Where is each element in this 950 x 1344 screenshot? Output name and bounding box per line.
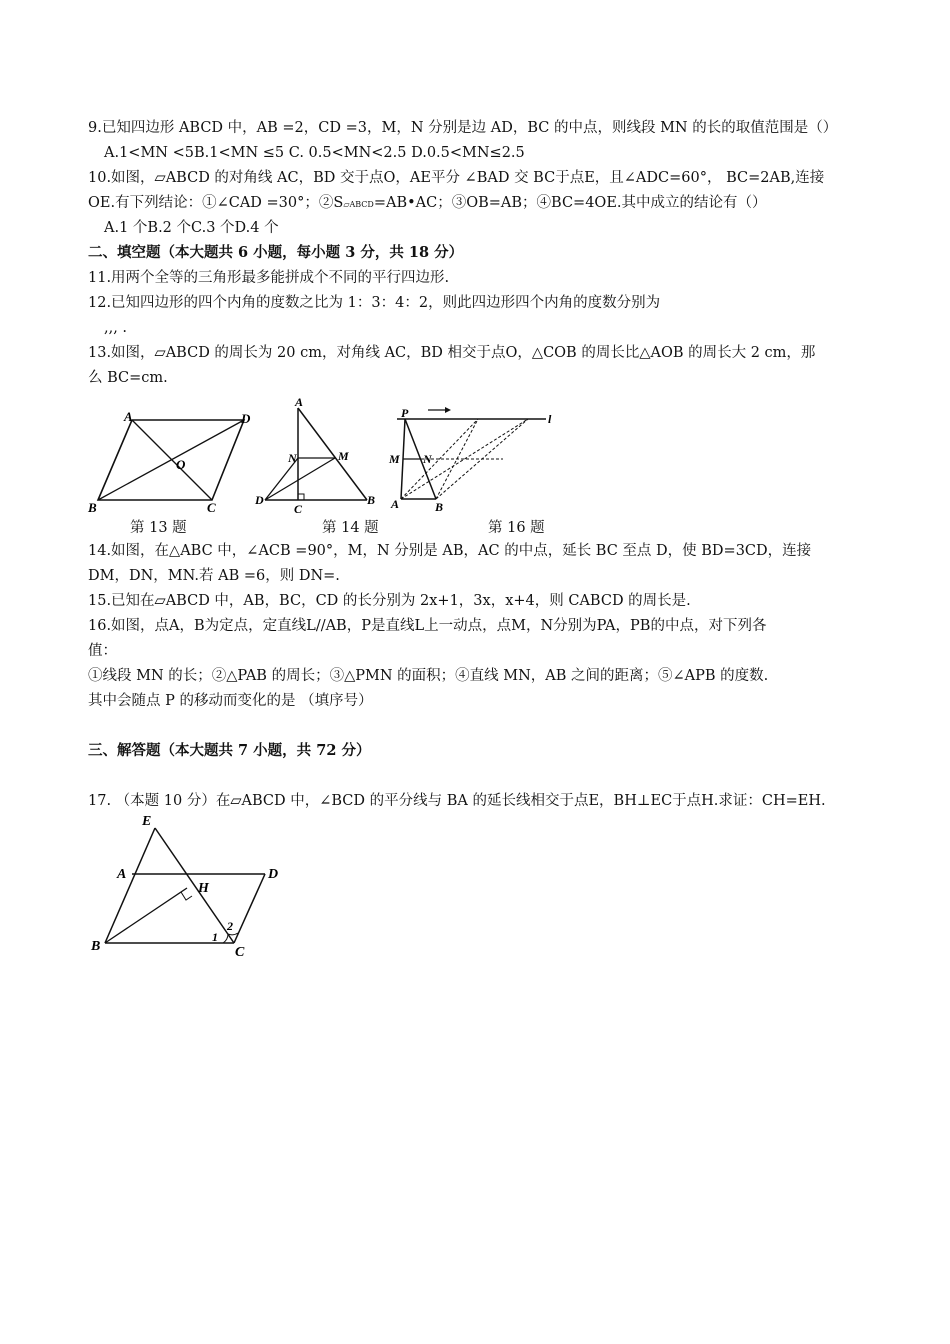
q14-line1: 14.如图，在△ABC 中，∠ACB =90°，M，N 分别是 AB，AC 的中点，延长 BC 至点 D，使 BD=3CD，连接 — [88, 543, 812, 559]
fig13-label-o: O — [176, 457, 186, 472]
fig13-diagonal-bd — [98, 420, 244, 500]
fig17-label-a: A — [117, 867, 127, 882]
fig17-label-c: C — [235, 945, 245, 960]
fig17-label-angle1: 1 — [212, 930, 218, 944]
q13-line2: 么 BC=cm. — [88, 370, 168, 386]
fig17-line-ec — [155, 828, 234, 943]
q16-line4: 其中会随点 P 的移动而变化的是 （填序号） — [88, 693, 373, 709]
q10-stem: 10.如图，▱ABCD 的对角线 AC，BD 交于点O，AE平分 ∠BAD 交 BC于点E，且∠ADC=60°， BC=2AB,连接 — [88, 170, 825, 186]
q10-line2 — [88, 193, 767, 215]
q9-stem: 9.已知四边形 ABCD 中，AB =2，CD =3，M，N 分别是边 AD，BC 的中点，则线段 MN 的长的取值范围是（） — [88, 120, 838, 136]
fig17-angle2-arc — [228, 933, 238, 935]
fig17-label-d: D — [268, 867, 279, 882]
fig16-label-p: P — [401, 406, 409, 420]
q10-line2-subscript: ▱ABCD — [343, 200, 374, 209]
q13-line1: 13.如图，▱ABCD 的周长为 20 cm，对角线 AC，BD 相交于点O，△COB 的周长比△AOB 的周长大 2 cm，那 — [88, 345, 816, 361]
fig14-label-d: D — [255, 493, 264, 507]
fig14-side-ab — [298, 408, 367, 500]
section3-heading: 三、解答题（本大题共 7 小题，共 72 分） — [88, 742, 371, 759]
fig14-label-c: C — [294, 502, 303, 514]
fig17-label-angle2: 2 — [227, 919, 233, 933]
fig14-label-a: A — [295, 396, 304, 409]
q9-options: A.1<MN <5B.1<MN ≤5 C. 0.5<MN<2.5 D.0.5<MN≤2.5 — [104, 145, 525, 161]
fig16-label-a: A — [391, 497, 400, 511]
q16-line3: ①线段 MN 的长；②△PAB 的周长；③△PMN 的面积；④直线 MN，AB 之间的距离；⑤∠APB 的度数. — [88, 668, 769, 684]
q12-line1: 12.已知四边形的四个内角的度数之比为 1：3：4：2，则此四边形四个内角的度数分别为 — [88, 295, 661, 311]
fig14-label-b: B — [367, 493, 376, 507]
fig17-side-dc — [234, 874, 265, 943]
q16-line1: 16.如图，点A，B为定点，定直线L//AB，P是直线L上一动点，点M，N分别为PA，PB的中点，对下列各 — [88, 618, 767, 634]
q17: 17. （本题 10 分）在▱ABCD 中，∠BCD 的平分线与 BA 的延长线相交于点E，BH⊥EC于点H.求证：CH=EH. — [88, 793, 826, 809]
fig16-label-n: N — [423, 452, 432, 466]
figure-13 — [85, 408, 260, 516]
fig16-label-m: M — [389, 452, 400, 466]
fig16-label-l: l — [548, 412, 552, 426]
section2-heading: 二、填空题（本大题共 6 小题，每小题 3 分，共 18 分） — [88, 244, 464, 261]
q10-line2-b: =AB•AC；③OB=AB；④BC=4OE.其中成立的结论有（） — [373, 195, 767, 211]
q11: 11.用两个全等的三角形最多能拼成个不同的平行四边形. — [88, 270, 450, 286]
fig13-label-a: A — [124, 409, 133, 424]
fig13-label-d: D — [241, 411, 251, 426]
fig14-label-n: N — [288, 451, 297, 465]
fig17-angle1-arc — [223, 934, 228, 943]
q12-line2: ,,, . — [104, 320, 128, 336]
fig16-caption: 第 16 题 — [488, 520, 545, 536]
fig13-caption: 第 13 题 — [130, 520, 187, 536]
fig16-label-b: B — [435, 500, 444, 514]
fig13-label-c: C — [207, 500, 216, 515]
q10-options: A.1 个B.2 个C.3 个D.4 个 — [104, 220, 279, 236]
q15: 15.已知在▱ABCD 中，AB，BC，CD 的长分别为 2x+1，3x，x+4，则 CABCD 的周长是. — [88, 593, 691, 609]
fig14-label-m: M — [338, 449, 349, 463]
fig17-label-b: B — [91, 939, 101, 954]
fig14-right-angle-mark — [298, 494, 304, 500]
fig17-label-h: H — [198, 881, 209, 896]
fig17-right-angle-mark — [181, 892, 192, 900]
figure-17 — [85, 808, 285, 963]
figure-16 — [383, 405, 558, 515]
q10-line2-a: OE.有下列结论：①∠CAD =30°；②S — [88, 195, 344, 211]
q14-line2: DM，DN，MN.若 AB =6，则 DN=. — [88, 568, 340, 584]
fig14-caption: 第 14 题 — [322, 520, 379, 536]
figure-14 — [253, 396, 383, 514]
fig13-label-b: B — [88, 500, 97, 515]
fig17-label-e: E — [142, 814, 152, 829]
q16-line2: 值： — [88, 643, 117, 659]
fig16-arrow-head — [445, 407, 451, 413]
